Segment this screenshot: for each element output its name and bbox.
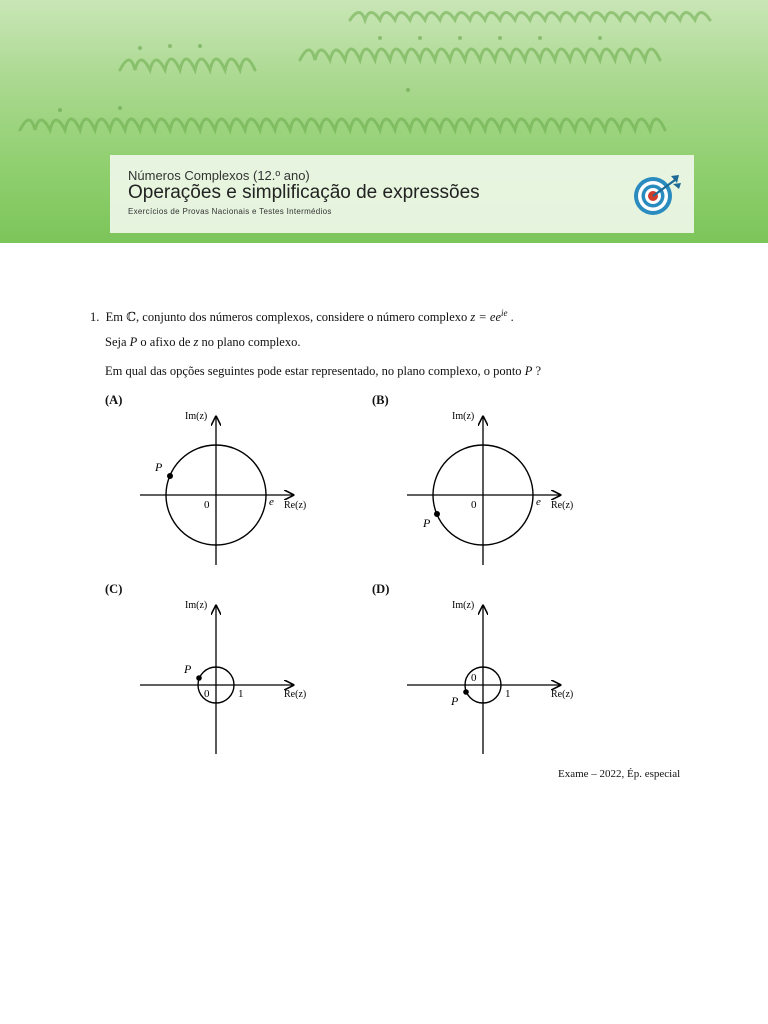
line2-text-c: no plano complexo. — [201, 335, 301, 349]
point-p — [196, 675, 202, 681]
exam-source: Exame – 2022, Ép. especial — [558, 768, 681, 780]
point-p — [167, 473, 173, 479]
point-p-label: P — [155, 460, 163, 474]
line2-point: P — [129, 335, 138, 349]
im-axis-label: Im(z) — [185, 411, 208, 422]
question-intro-end: . — [510, 310, 514, 325]
z-exponent-base: e — [495, 310, 502, 325]
im-axis-label: Im(z) — [185, 600, 208, 611]
line2-text-a: Seja — [105, 335, 127, 349]
question-number: 1. — [90, 310, 100, 325]
re-axis-label: Re(z) — [284, 500, 307, 511]
point-p — [463, 689, 469, 695]
re-axis-label: Re(z) — [551, 689, 574, 700]
z-expression: z = e — [470, 310, 496, 325]
option-a-diagram[interactable] — [130, 405, 320, 570]
question-line-2 — [105, 334, 300, 350]
line3-text-b: ? — [535, 364, 542, 378]
origin-label: 0 — [471, 499, 477, 511]
point-p-label: P — [184, 662, 192, 676]
page-subtitle: Exercícios de Provas Nacionais e Testes Intermédios — [128, 207, 332, 216]
origin-label: 0 — [471, 672, 477, 684]
question-intro: Em ℂ, conjunto dos números complexos, considere o número complexo — [105, 310, 468, 325]
line2-z: z — [193, 335, 199, 349]
line3-text-a: Em qual das opções seguintes pode estar representado, no plano complexo, o ponto — [105, 364, 522, 378]
question-line-1 — [90, 305, 514, 325]
point-p — [434, 511, 440, 517]
re-axis-label: Re(z) — [284, 689, 307, 700]
header-banner — [0, 0, 768, 243]
line2-text-b: o afixo de — [140, 335, 191, 349]
im-axis-label: Im(z) — [452, 600, 475, 611]
tick-label: e — [269, 496, 274, 508]
origin-label: 0 — [204, 499, 210, 511]
option-b-label[interactable]: (B) — [372, 393, 389, 407]
line3-point: P — [524, 364, 533, 378]
tick-label: 1 — [238, 688, 244, 700]
option-c-diagram[interactable] — [130, 594, 320, 759]
target-arrow-icon — [633, 171, 683, 217]
option-d-diagram[interactable] — [397, 594, 587, 759]
z-exponent: ie — [501, 308, 508, 318]
option-d-label[interactable]: (D) — [372, 582, 390, 596]
question-line-3 — [105, 363, 541, 379]
option-c-label[interactable]: (C) — [105, 582, 123, 596]
re-axis-label: Re(z) — [551, 500, 574, 511]
tick-label: e — [536, 496, 541, 508]
im-axis-label: Im(z) — [452, 411, 475, 422]
option-a-label[interactable]: (A) — [105, 393, 123, 407]
title-box — [110, 155, 694, 233]
option-b-diagram[interactable] — [397, 405, 587, 570]
topic-kicker: Números Complexos (12.º ano) — [128, 168, 310, 183]
tick-label: 1 — [505, 688, 511, 700]
point-p-label: P — [451, 694, 459, 708]
point-p-label: P — [423, 516, 431, 530]
origin-label: 0 — [204, 688, 210, 700]
page-title: Operações e simplificação de expressões — [128, 182, 480, 203]
